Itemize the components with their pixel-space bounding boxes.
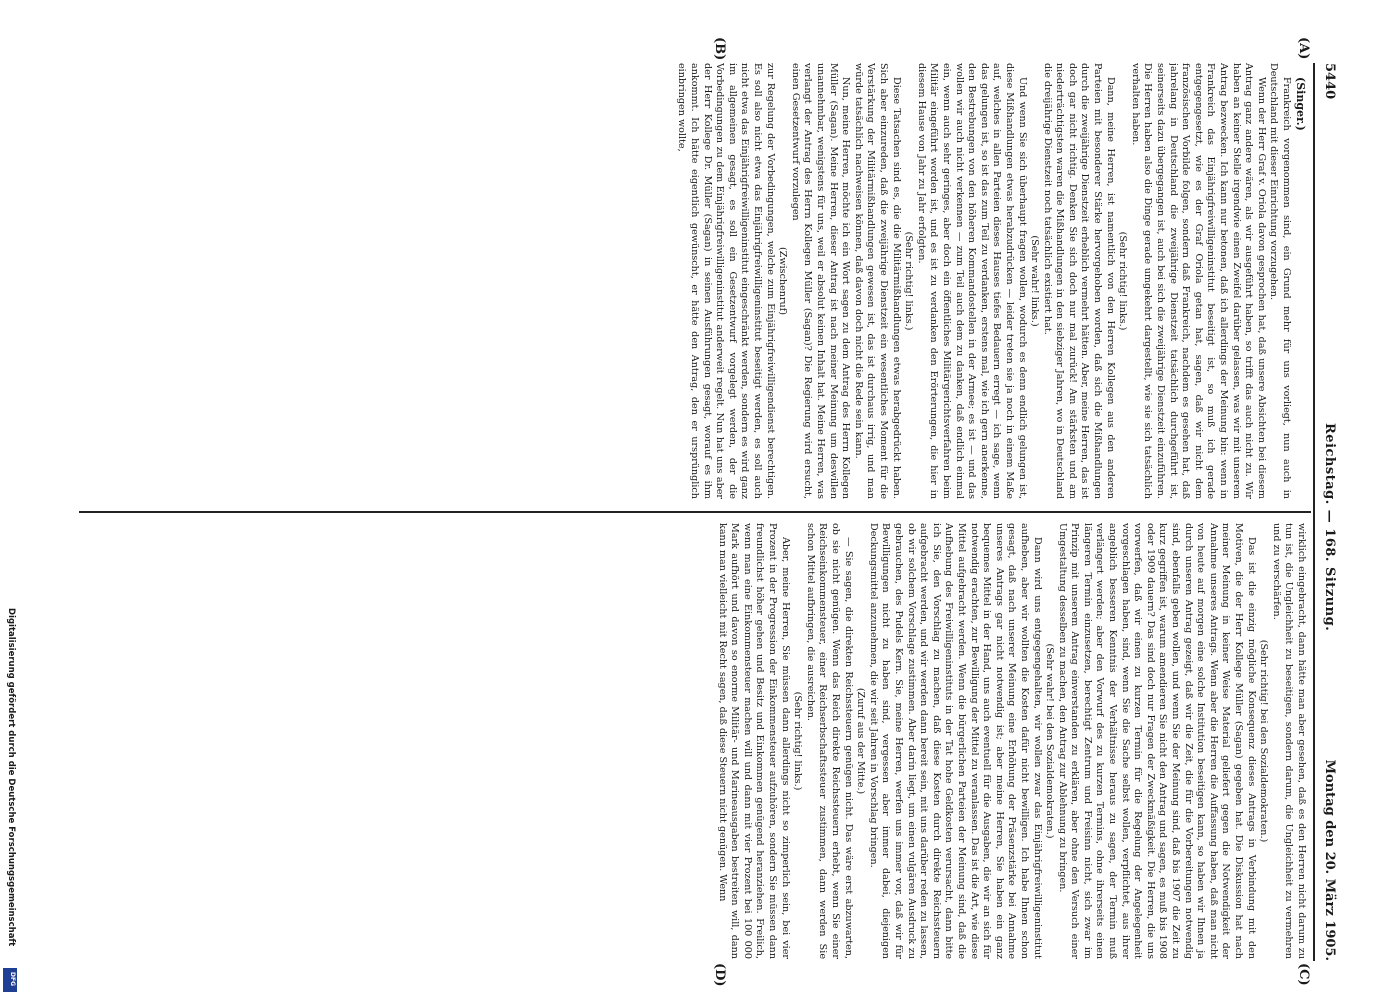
paragraph: Frankreich vorgenommen sind, ein Grund mehr für uns vorliegt, nun auch in Deutschland mit dieser Einrichtung vorzugehen. [1268,63,1292,499]
paragraph: — Sie sagen, die direkten Reichssteuern genügen nicht. Das wäre erst abzuwarten, ob sie nicht genügen. Wenn das Reich direkte Reichssteuern erhebt, wenn Sie einer Reichseinkommensteuer, einer Reichserbschaftssteuer zustimmen, dann werden Sie schon Mittel aufbringen, die ausreichen. [804,523,854,959]
page-number: 5440 [1322,63,1337,100]
paragraph: Wenn der Herr Graf v. Oriola davon gesprochen hat, daß unsere Absichten bei diesem Antrag ganz andere wären, als wir ausgeführt haben, so trifft das auch nicht zu. Wir haben an keiner Stelle irgendwie einen Zweifel darüber gelassen, was wir mit unserem Antrag bezwecken. Ich kann nur betonen, daß ich allerdings der Meinung bin: wenn in Frankreich das Einjährigfreiwilligeninstitut beseitigt ist, so muß ich gerade entgegengesetzt, wie es der Graf Oriola getan hat, sagen, daß wir nicht dem französischen Vorbilde folgen, sondern daß Frankreich, nachdem es gesehen hat, daß jahrelang in Deutschland die zweijährige Dienstzeit tatsächlich durchgeführt ist, seinerseits dazu übergegangen ist, auch bei sich die zweijährige Dienstzeit einzuführen. Die Herren haben also die Dinge gerade umgekehrt dargestellt, wie sie sich tatsächlich verhalten haben. [1129,63,1267,499]
interjection: (Sehr wahr! links.) [1029,235,1041,327]
dfg-logo-text: DFG [9,972,16,987]
paragraph: Dann, meine Herren, ist namentlich von den Herren Kollegen aus den anderen Parteien mit besonderer Stärke hervorgehoben worden, daß sich die Mißhandlungen durch die zweijährige Dienstzeit erheblich vermehrt hätten. Aber, meine Herren, das ist doch gar nicht richtig. Denken Sie sich doch nur mal zurück! Am stärksten und am niederträchtigsten waren die Mißhandlungen in den siebziger Jahren, wo in Deutschland die dreijährige Dienstzeit noch tatsächlich existiert hat. [1041,63,1116,499]
margin-mark-d: (D) [712,963,727,987]
left-column [82,63,1307,499]
paragraph: Dann wird uns entgegengehalten, wir wollen zwar das Einjährigfreiwilligeninstitut aufheben, aber wir wollten die Kosten dafür nicht bewilligen. Ich habe Ihnen schon gesagt, daß nach unserer Meinung eine Erhöhung der Präsenzstärke bei Annahme unseres Antrags gar nicht notwendig ist; aber meine Herren, Sie haben ein ganz bequemes Mittel in der Hand, uns auch eventuell für die Ausgaben, die wir an sich für notwendig erachten, zur Bewilligung der Mittel zu veranlassen. Das ist die Art, wie diese Mittel aufgebracht werden. Wenn die bürgerlichen Parteien der Meinung sind, daß die Aufhebung des Freiwilligeninstituts in der Tat hohe Geldkosten verursacht, dann bitte ich Sie, den Vorschlag zu machen, daß diese Kosten durch direkte Reichssteuern aufgebracht werden, und wir werden dann bereit sein, mit uns darüber reden zu lassen, ob wir solchem Vorschlage zustimmen. Aber darin liegt, um einen vulgären Ausdruck zu gebrauchen, des Pudels Kern. Sie, meine Herren, werfen uns immer vor, daß wir für Bewilligungen nicht zu haben sind, vergessen aber immer dabei, diejenigen Deckungsmittel anzunehmen, die wir seit Jahren in Vorschlag bringen. [867,523,1043,959]
paragraph: Diese Tatsachen sind es, die die Militärmißhandlungen etwas herabgedrückt haben. Sich aber einzureden, daß die zweijährige Dienstzeit ein wesentliches Moment für die Verstärkung der Militärmißhandlungen gewesen ist, das ist durchaus irrig, und man würde tatsächlich nachweisen können, daß davon doch nicht die Rede sein kann. [852,63,902,499]
interjection: (Sehr richtig! links.) [1117,231,1129,331]
interjection: (Sehr richtig! links.) [903,231,915,331]
header-rule [1313,63,1315,961]
page-header [1317,63,1339,961]
interjection: (Sehr wahr! bei den Sozialdemokraten.) [1044,643,1056,839]
interjection: (Sehr richtig! bei den Sozialdemokraten.) [1258,639,1270,843]
dfg-logo [3,968,17,992]
column-divider [79,511,1311,513]
speaker-name: (Singer.) [1294,77,1307,131]
paragraph: zur Regelung der Vorbedingungen, welche zum Einjährigfreiwilligendienst berechtigen. Es soll also nicht etwa das Einjährigfreiwilligeninstitut beseitigt werden, es soll auch nicht etwa das Einjährigfreiwilligeninstitut eingeschränkt werden, sondern es wird ganz im allgemeinen gesagt, es soll ein Gesetzentwurf vorgelegt werden, der die Vorbedingungen zu dem Einjährigfreiwilligeninstitut anderweit regelt. Nun hat uns aber der Herr Kollege Dr. Müller (Sagan) in seinen Ausführungen gesagt, worauf es ihm ankommt. Ich hätte eigentlich gewünscht, er hätte den Antrag, den er ursprünglich einbringen wollte, [676,63,776,499]
rotated-page [79,37,1339,987]
interjection: (Zuruf aus der Mitte.) [855,687,867,795]
paragraph: Und wenn Sie sich überhaupt fragen wollen, wodurch es denn endlich gelungen ist, diese Mißhandlungen etwas herabzudrücken — leider treten sie ja noch in einem Maße auf, welches in allen Parteien dieses Hauses tiefes Bedauern erregt — ich sage, wenn das gelungen ist, so ist das zum Teil zu verdanken, erstens mal, wie ich gern anerkenne, den Bestrebungen von den höheren Kommandostellen in der Armee; es ist — und das wollen wir auch nicht verkennen — zum Teil auch dem zu danken, daß endlich einmal ein, wenn auch sehr geringes, aber doch ein öffentliches Militärgerichtsverfahren beim Militär eingeführt worden ist, und es ist zu verdanken den Erörterungen, die hier in diesem Hause von Jahr zu Jahr erfolgten. [915,63,1028,499]
session-date: Montag den 20. März 1905. [1322,759,1337,961]
interjection: (Zwischenruf) [777,246,789,316]
paragraph: Aber, meine Herren, Sie müssen dann allerdings nicht so zimperlich sein, bei vier Prozent in der Progression der Einkommensteuer aufzuhören, sondern Sie müssen dann freundlichst höher gehen und Besitz und Einkommen genügend heranziehen. Freilich, wenn man eine Einkommensteuer machen will und dann mit vier Prozent bei 100 000 Mark aufhört und davon so enorme Militär- und Marineausgaben bestreiten will, dann kann man vielleicht mit Recht sagen, daß diese Steuern nicht genügen. Wenn [716,523,791,959]
funding-text: Digitalisierung gefördert durch die Deutsche Forschungsgemeinschaft [6,608,16,947]
paragraph: Das ist die einzig mögliche Konsequenz dieses Antrags in Verbindung mit den Motiven, die der Herr Kollege Müller (Sagan) gegeben hat. Die Diskussion hat nach meiner Meinung in keiner Weise Material geliefert gegen die Notwendigkeit der Annahme unseres Antrags. Wenn aber die Herren die Auffassung haben, daß man nicht von heute auf morgen eine solche Institution beseitigen kann, so haben wir Ihnen ja durch unseren Antrag gezeigt, daß wir die Zeit, die für die Vorbereitungen notwendig sind, ebenfalls geben wollen, und wenn Sie der Meinung sind, daß bis 1907 die Zeit zu kurz gegriffen ist, warum amendieren Sie nicht den Antrag und sagen, es muß bis 1908 oder 1909 dauern? Das sind doch nur Fragen der Zweckmäßigkeit. Die Herren, die uns vorwerfen, daß wir einen zu kurzen Termin für die Regelung der Angelegenheit vorgeschlagen haben, sind, wenn Sie die Sache selbst wollen, verpflichtet, aus ihrer angeblich besseren Kenntnis der Verhältnisse heraus zu sagen, der Termin muß verlängert werden; aber den Vorwurf des zu kurzen Termins, ohne ihrerseits einen längeren Termin einzusetzen, berechtigt Zentrum und Freisinn nicht, sich zwar im Prinzip mit unserem Antrag einverstanden zu erklären, aber ohne den Versuch einer Umgestaltung desselben zu machen, den Antrag zur Ablehnung zu bringen. [1056,523,1257,959]
margin-mark-b: (B) [712,37,727,61]
session-title: Reichstag. — 168. Sitzung. [1322,423,1337,632]
right-column [82,523,1307,959]
funding-note [4,608,18,993]
margin-mark-a: (A) [1296,37,1311,60]
paragraph: wirklich eingebracht, dann hätte man aber gesehen, daß es den Herren nicht darum zu tun ist, die Ungleichheit zu beseitigen, sondern darum, die Ungleichheit zu vermehren und zu verschärfen. [1270,523,1307,959]
interjection: (Sehr richtig! links.) [792,691,804,791]
paragraph: Nun, meine Herren, möchte ich ein Wort sagen zu dem Antrag des Herrn Kollegen Müller (Sagan). Meine Herren, dieser Antrag ist nach meiner Meinung um deswillen unannehmbar, wenigstens für uns, weil er absolut keinen Inhalt hat. Meine Herren, was verlangt der Antrag des Herrn Kollegen Müller (Sagan)? Die Regierung wird ersucht, einen Gesetzentwurf vorzulegen [789,63,852,499]
margin-mark-c: (C) [1296,963,1311,986]
